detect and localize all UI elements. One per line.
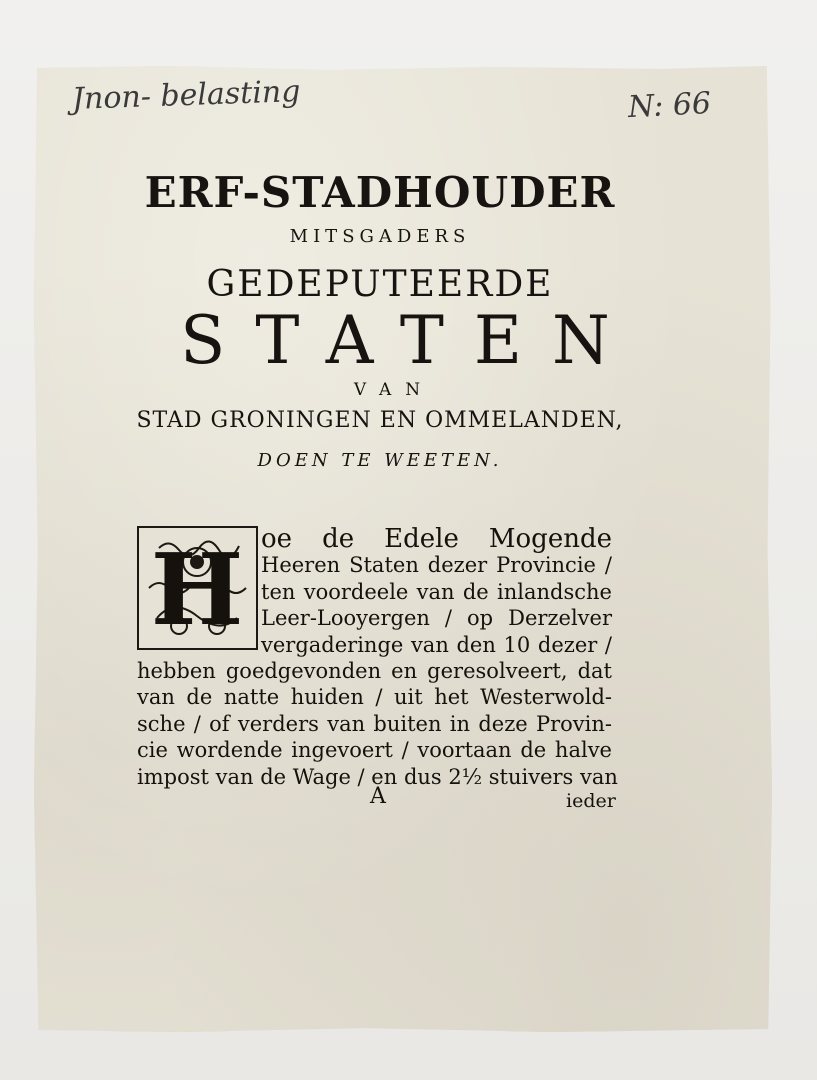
catchword: ieder (566, 790, 616, 812)
body-line: ten voordeele van de inlandsche (261, 579, 612, 604)
handwritten-note: Jnon- belasting (71, 74, 301, 117)
body-line: oe de Edele Mogende (261, 524, 612, 554)
title-erf-stadhouder: ERF-STADHOUDER (144, 168, 616, 217)
body-line: impost van de Wage / en dus 2½ stuivers van (137, 764, 618, 789)
title-staten: STATEN (180, 302, 640, 379)
handwritten-number: N: 66 (627, 85, 712, 126)
title-mitsgaders: MITSGADERS (289, 226, 471, 247)
title-van: VAN (353, 380, 435, 400)
ornament-initial-icon (139, 528, 256, 648)
body-line: hebben goedgevonden en geresolveert, dat (137, 659, 612, 684)
body-line: vergaderinge van den 10 dezer / (261, 632, 612, 657)
decorated-initial (137, 526, 258, 650)
title-stad-groningen: STAD GRONINGEN EN OMMELANDEN, (136, 408, 624, 433)
body-line: Heeren Staten dezer Provincie / (261, 553, 612, 578)
body-line: van de natte huiden / uit het Westerwold- (137, 685, 612, 710)
title-doen-te-weeten: DOEN TE WEETEN. (257, 450, 503, 471)
svg-text:H: H (150, 533, 244, 648)
body-line: Leer-Looyergen / op Derzelver (261, 606, 612, 631)
body-line: sche / of verders van buiten in deze Provin- (137, 711, 612, 736)
signature-mark: A (370, 784, 386, 809)
title-gedeputeerde: GEDEPUTEERDE (206, 264, 554, 305)
body-line: cie wordende ingevoert / voortaan de halve (137, 738, 612, 763)
